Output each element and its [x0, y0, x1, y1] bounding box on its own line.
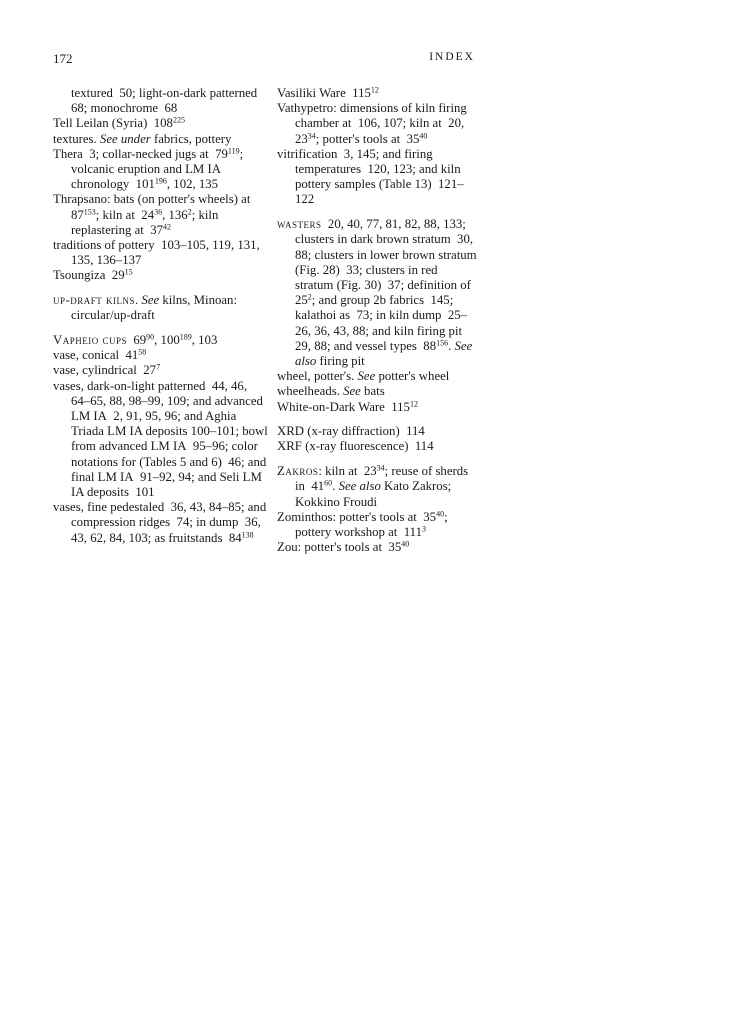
index-column-left [53, 86, 268, 546]
index-entry: textured 50; light-on-dark patterned 68; monochrome 68 [71, 86, 261, 116]
index-entry: Tell Leilan (Syria) $108^{225}$ [53, 115, 185, 131]
index-entry: textures. See under fabrics, pottery [53, 131, 232, 146]
index-column-right [277, 86, 477, 555]
section-gap [53, 284, 268, 294]
index-entry: wheel, potter's. See potter's wheel [277, 369, 450, 384]
index-entry: White-on-Dark Ware $115^{12}$ [277, 399, 418, 414]
index-entry: wheelheads. See bats [277, 384, 385, 399]
index-entry: Tsoungiza $29^{15}$ [53, 267, 133, 283]
index-entry: vitrification 3, 145; and firing temperatures 120, 123; and kiln pottery samples (Table 13) 121–122 [277, 146, 464, 207]
running-head: INDEX [429, 51, 475, 63]
section-gap [277, 415, 477, 425]
index-entry: up-draft kilns. See kilns, Minoan: circular/up-draft [53, 293, 238, 323]
page-number: 172 [53, 51, 73, 66]
index-entry: vase, cylindrical $27^7$ [53, 362, 161, 378]
index-entry: Thrapsano: bats (on potter's wheels) at $87^{153}$; kiln at $24^{36}$, $136^2$; kiln replastering at $37^{42}$ [53, 192, 254, 237]
index-entry: vases, fine pedestaled 36, 43, 84–85; and compression ridges 74; in dump 36, 43, 62, 84, 103; as fruitstands $84^{138}$ [53, 500, 267, 545]
index-entry: Vathypetro: dimensions of kiln firing chamber at 106, 107; kiln at 20, $23^{34}$; potter's tools at $35^{40}$ [277, 101, 467, 146]
index-entry: wasters 20, 40, 77, 81, 82, 88, 133; clusters in dark brown stratum 30, 88; clusters in lower brown stratum (Fig. 28) 33; clusters in red stratum (Fig. 30) 37; definition of $25^2$; and group 2b fabrics 145; kalathoi as 73; in kiln dump 25–26, 36, 43, 88; and kiln firing pit 29, 88; and vessel types $88^{156}$. See also firing pit [277, 217, 477, 368]
index-entry: vases, dark-on-light patterned 44, 46, 64–65, 88, 98–99, 109; and advanced LM IA 2, 91, 95, 96; and Aghia Triada LM IA deposits 100–101; bowl from advanced LM IA 95–96; color notations for (Tables 5 and 6) 46; and final LM IA 91–92, 94; and Seli LM IA deposits 101 [53, 378, 268, 500]
index-entry: traditions of pottery 103–105, 119, 131, 135, 136–137 [53, 238, 260, 268]
index-entry: Zominthos: potter's tools at $35^{40}$; pottery workshop at $111^3$ [277, 509, 448, 539]
section-gap [277, 208, 477, 218]
index-entry: vase, conical $41^{58}$ [53, 347, 147, 363]
section-gap [53, 324, 268, 334]
index-entry: XRF (x-ray fluorescence) 114 [277, 439, 434, 454]
index-entry: Zou: potter's tools at $35^{40}$ [277, 539, 410, 555]
index-entry: Thera 3; collar-necked jugs at $79^{119}$; volcanic eruption and LM IA chronology $101^{196}$, 102, 135 [53, 146, 244, 192]
index-entry: Vasiliki Ware $115^{12}$ [277, 85, 379, 100]
index-entry: Zakros: kiln at $23^{34}$; reuse of sherds in $41^{60}$. See also Kato Zakros; Kokkino Froudi [277, 463, 469, 509]
index-entry: Vapheio cups $69^{90}$, $100^{189}$, 103 [53, 332, 218, 348]
index-entry: XRD (x-ray diffraction) 114 [277, 424, 425, 439]
